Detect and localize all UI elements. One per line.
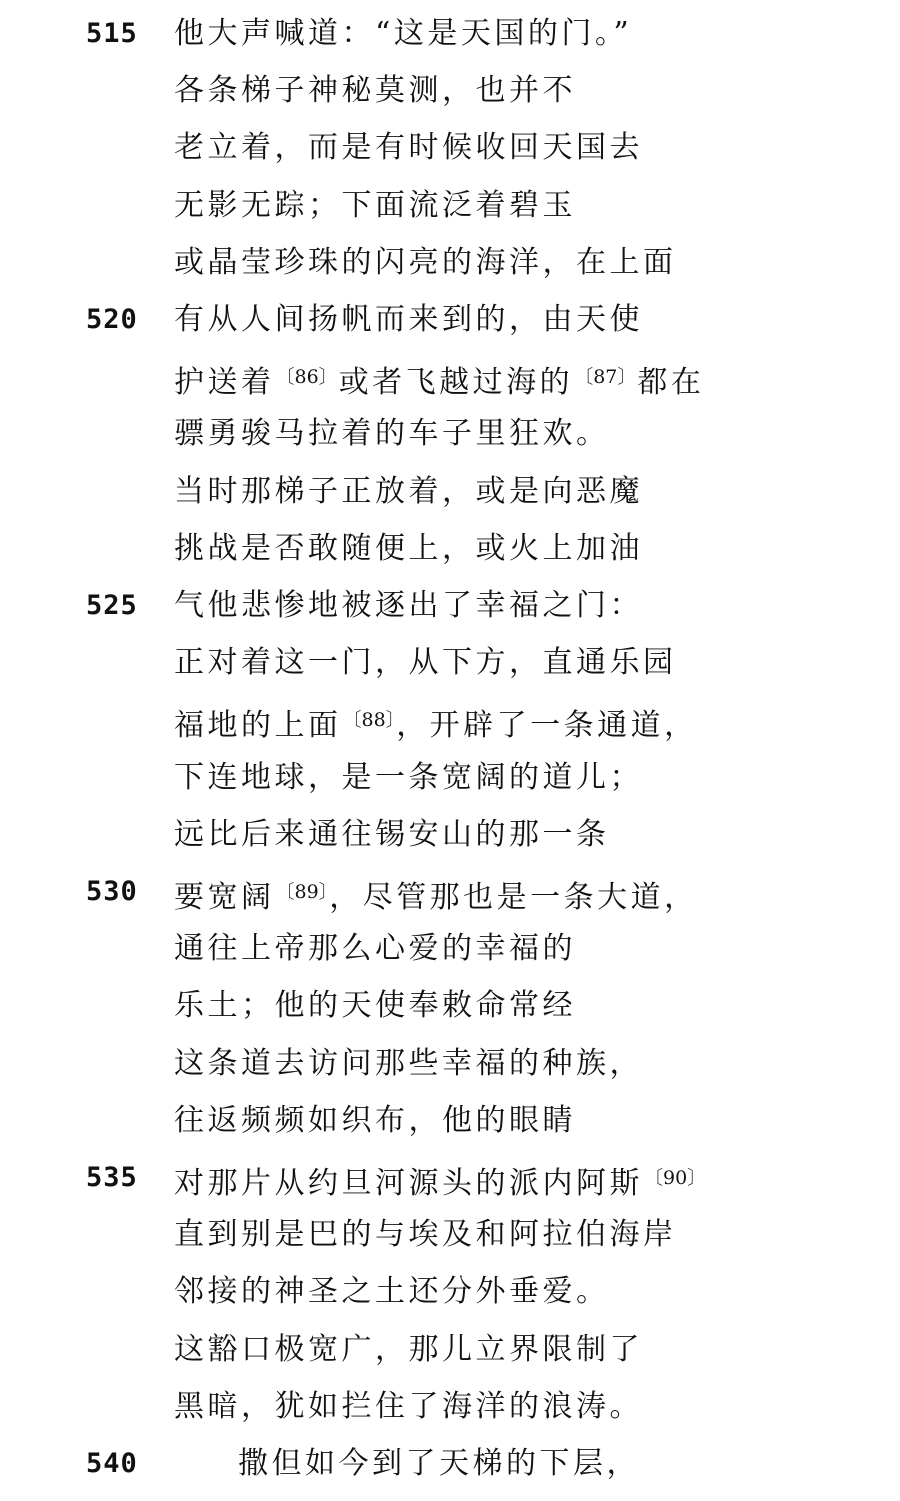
verse-segment: 气他悲惨地被逐出了幸福之门： [174,588,643,623]
verse-line [0,529,900,586]
footnote-marker: 〔90〕 [644,1167,707,1189]
verse-segment: 正对着这一门，从下方，直通乐园 [174,645,677,681]
verse-text [174,1101,576,1141]
verse-segment: 通往上帝那么心爱的幸福的 [174,931,576,967]
verse-segment: 挑战是否敢随便上，或火上加油 [174,530,643,566]
verse-line [0,71,900,128]
verse-segment: 或晶莹珍珠的闪亮的海洋，在上面 [174,244,677,280]
verse-text [174,700,698,746]
line-number: 515 [86,18,138,49]
verse-line [0,700,900,757]
verse-segment: 要宽阔 [174,880,275,915]
verse-text [174,1044,643,1084]
verse-line [0,357,900,414]
verse-line [0,472,900,529]
verse-text [174,357,704,403]
verse-text [174,758,643,798]
verse-line [0,300,900,357]
line-number: 530 [86,876,138,907]
verse-text [174,586,643,626]
verse-line [0,1101,900,1158]
verse-text [174,243,677,283]
verse-text [174,14,632,54]
footnote-marker: 〔87〕 [574,366,637,389]
verse-line [0,872,900,929]
verse-segment: 黑暗，犹如拦住了海洋的浪涛。 [174,1388,643,1424]
verse-line [0,243,900,300]
verse-segment: 护送着 [174,365,275,401]
verse-segment: ，开辟了一条通道， [396,708,698,744]
verse-line [0,1158,900,1215]
verse-segment: 撒但如今到了天梯的下层， [238,1446,640,1481]
verse-segment: 他大声喊道：“这是天国的门。” [174,16,633,51]
verse-segment: 老立着，而是有时候收回天国去 [174,130,643,166]
verse-segment: 当时那梯子正放着，或是向恶魔 [174,473,643,509]
verse-text [174,1330,643,1370]
verse-line [0,1387,900,1444]
verse-text [238,1444,640,1484]
verse-segment: 福地的上面 [174,708,342,744]
verse-segment: 或者飞越过海的 [338,365,574,401]
verse-line [0,414,900,471]
line-number: 520 [86,304,138,335]
verse-text [174,529,643,569]
verse-segment: 对那片从约旦河源头的派内阿斯 [174,1166,643,1201]
verse-line [0,128,900,185]
footnote-marker: 〔88〕 [342,709,396,732]
verse-line [0,586,900,643]
verse-segment: 下连地球，是一条宽阔的道儿； [174,759,643,795]
line-number: 535 [86,1162,138,1193]
verse-text [174,414,610,454]
verse-line [0,1444,900,1501]
verse-segment: 都在 [637,365,705,401]
verse-text [174,986,576,1026]
verse-line [0,929,900,986]
verse-text [174,128,643,168]
verse-text [174,1272,610,1312]
verse-text [174,929,576,969]
verse-line [0,1330,900,1387]
verse-text [174,300,643,340]
verse-segment: 各条梯子神秘莫测，也并不 [174,73,576,109]
verse-line [0,815,900,872]
verse-line [0,643,900,700]
verse-text [174,186,576,226]
verse-text [174,1158,707,1204]
footnote-marker: 〔89〕 [275,881,329,903]
verse-text [174,472,643,512]
verse-text [174,71,576,111]
verse-segment: 这条道去访问那些幸福的种族， [174,1045,643,1081]
verse-line [0,14,900,71]
verse-segment: 往返频频如织布，他的眼睛 [174,1102,576,1138]
footnote-marker: 〔86〕 [275,366,338,389]
verse-segment: 无影无踪；下面流泛着碧玉 [174,187,576,223]
verse-segment: 乐土；他的天使奉敕命常经 [174,988,576,1024]
verse-text [174,643,677,683]
verse-line [0,1044,900,1101]
verse-line [0,186,900,243]
verse-segment: ，尽管那也是一条大道， [329,880,698,915]
verse-text [174,1387,643,1427]
line-number: 525 [86,590,138,621]
verse-text [174,1215,677,1255]
verse-line [0,986,900,1043]
verse-line [0,1272,900,1329]
verse-segment: 这豁口极宽广，那儿立界限制了 [174,1331,643,1367]
verse-segment: 直到别是巴的与埃及和阿拉伯海岸 [174,1217,677,1253]
verse-text [174,815,610,855]
verse-segment: 邻接的神圣之土还分外垂爱。 [174,1274,610,1310]
verse-segment: 有从人间扬帆而来到的，由天使 [174,302,643,337]
verse-line [0,1215,900,1272]
verse-segment: 骠勇骏马拉着的车子里狂欢。 [174,416,610,452]
verse-line [0,758,900,815]
line-number: 540 [86,1448,138,1479]
verse-segment: 远比后来通往锡安山的那一条 [174,816,610,852]
verse-text [174,872,698,918]
